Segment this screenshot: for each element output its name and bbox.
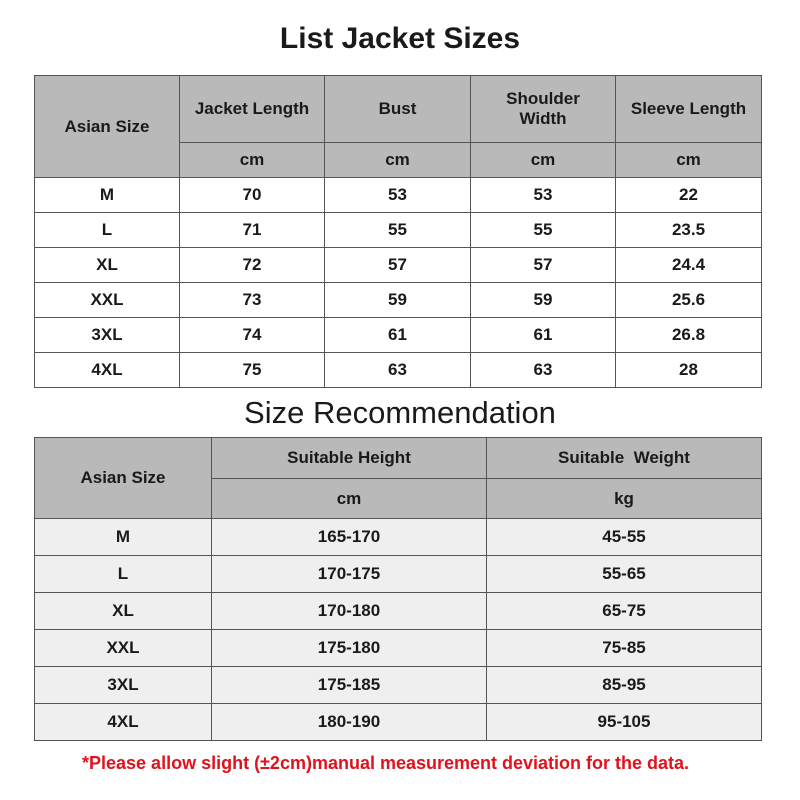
sleeve-length-header: Sleeve Length bbox=[616, 76, 762, 143]
height-cell: 165-170 bbox=[212, 519, 487, 556]
value-cell: 55 bbox=[325, 213, 471, 248]
value-cell: 25.6 bbox=[616, 283, 762, 318]
weight-cell: 55-65 bbox=[487, 556, 762, 593]
table-row bbox=[35, 593, 762, 630]
height-cell: 170-180 bbox=[212, 593, 487, 630]
size-recommendation-table bbox=[34, 437, 762, 741]
value-cell: 61 bbox=[471, 318, 616, 353]
value-cell: 74 bbox=[180, 318, 325, 353]
table-row bbox=[35, 283, 762, 318]
value-cell: 57 bbox=[325, 248, 471, 283]
size-cell: M bbox=[35, 178, 180, 213]
size-cell: XXL bbox=[35, 283, 180, 318]
value-cell: 53 bbox=[471, 178, 616, 213]
unit-cell: cm bbox=[325, 143, 471, 178]
size-cell: XXL bbox=[35, 630, 212, 667]
jacket-sizes-table bbox=[34, 75, 762, 388]
size-cell: 4XL bbox=[35, 353, 180, 388]
value-cell: 63 bbox=[471, 353, 616, 388]
value-cell: 28 bbox=[616, 353, 762, 388]
size-cell: 4XL bbox=[35, 704, 212, 741]
jacket-sizes-title: List Jacket Sizes bbox=[279, 22, 521, 55]
weight-cell: 75-85 bbox=[487, 630, 762, 667]
value-cell: 53 bbox=[325, 178, 471, 213]
size-cell: M bbox=[35, 519, 212, 556]
jacket-length-header: Jacket Length bbox=[180, 76, 325, 143]
value-cell: 63 bbox=[325, 353, 471, 388]
height-cell: 175-185 bbox=[212, 667, 487, 704]
size-cell: 3XL bbox=[35, 667, 212, 704]
asian-size-header: Asian Size bbox=[35, 76, 180, 178]
value-cell: 72 bbox=[180, 248, 325, 283]
size-cell: 3XL bbox=[35, 318, 180, 353]
value-cell: 23.5 bbox=[616, 213, 762, 248]
value-cell: 55 bbox=[471, 213, 616, 248]
table-row bbox=[35, 318, 762, 353]
table-row bbox=[35, 630, 762, 667]
unit-cell: kg bbox=[487, 479, 762, 519]
value-cell: 26.8 bbox=[616, 318, 762, 353]
value-cell: 24.4 bbox=[616, 248, 762, 283]
table-row bbox=[35, 248, 762, 283]
value-cell: 57 bbox=[471, 248, 616, 283]
table-row bbox=[35, 667, 762, 704]
weight-cell: 85-95 bbox=[487, 667, 762, 704]
height-cell: 175-180 bbox=[212, 630, 487, 667]
value-cell: 70 bbox=[180, 178, 325, 213]
table-row bbox=[35, 704, 762, 741]
suitable-height-header: Suitable Height bbox=[212, 438, 487, 479]
value-cell: 59 bbox=[471, 283, 616, 318]
shoulder-width-header: Shoulder Width bbox=[471, 76, 616, 143]
unit-cell: cm bbox=[212, 479, 487, 519]
suitable-weight-header: Suitable Weight bbox=[487, 438, 762, 479]
asian-size-header: Asian Size bbox=[35, 438, 212, 519]
size-cell: L bbox=[35, 213, 180, 248]
size-recommendation-title: Size Recommendation bbox=[244, 395, 556, 430]
table-row bbox=[35, 519, 762, 556]
value-cell: 73 bbox=[180, 283, 325, 318]
size-cell: L bbox=[35, 556, 212, 593]
value-cell: 59 bbox=[325, 283, 471, 318]
height-cell: 170-175 bbox=[212, 556, 487, 593]
table-row bbox=[35, 178, 762, 213]
measurement-deviation-note: *Please allow slight (±2cm)manual measurement deviation for the data. bbox=[82, 753, 690, 773]
table-row bbox=[35, 353, 762, 388]
weight-cell: 95-105 bbox=[487, 704, 762, 741]
unit-cell: cm bbox=[471, 143, 616, 178]
weight-cell: 65-75 bbox=[487, 593, 762, 630]
value-cell: 75 bbox=[180, 353, 325, 388]
unit-cell: cm bbox=[616, 143, 762, 178]
height-cell: 180-190 bbox=[212, 704, 487, 741]
bust-header: Bust bbox=[325, 76, 471, 143]
unit-cell: cm bbox=[180, 143, 325, 178]
size-cell: XL bbox=[35, 593, 212, 630]
table-row bbox=[35, 556, 762, 593]
value-cell: 61 bbox=[325, 318, 471, 353]
weight-cell: 45-55 bbox=[487, 519, 762, 556]
table-row bbox=[35, 213, 762, 248]
value-cell: 71 bbox=[180, 213, 325, 248]
value-cell: 22 bbox=[616, 178, 762, 213]
size-cell: XL bbox=[35, 248, 180, 283]
